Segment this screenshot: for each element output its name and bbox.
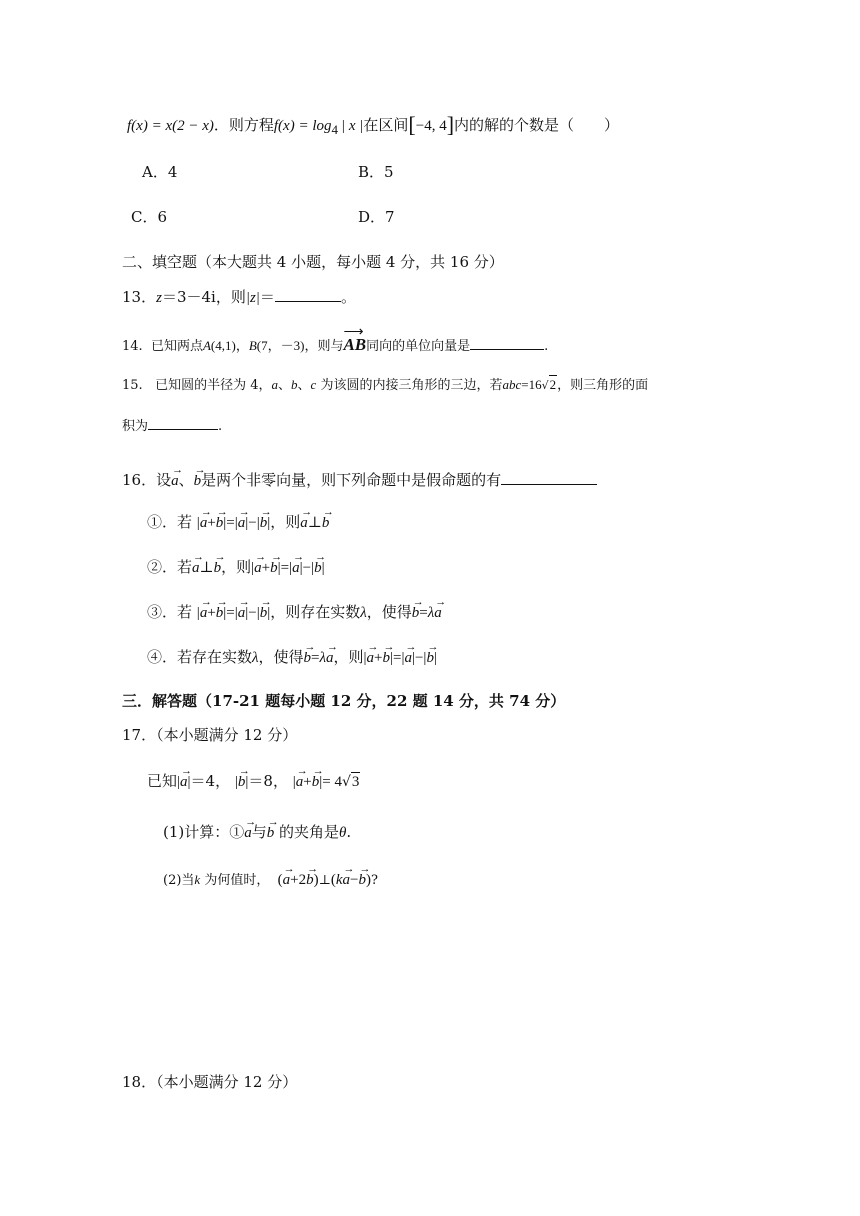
q16-item1-prefix: ①．若 — [147, 513, 193, 531]
q17-part2-end: ? — [370, 873, 378, 888]
q13-absz: |z| — [245, 290, 260, 306]
q12-text-in: 在区间 — [363, 116, 409, 134]
q16-item2-prefix: ②．若 — [147, 558, 193, 576]
q14-point-a: A — [202, 338, 211, 353]
q17-part2-a: (2)当 — [163, 873, 195, 888]
q15-c: c — [310, 377, 317, 392]
bracket-left: [ — [408, 112, 416, 137]
section3-heading: 三．解答题（17-21 题每小题 12 分，22 题 14 分，共 74 分） — [122, 692, 566, 710]
q17-title: 17．（本小题满分 12 分） — [122, 726, 298, 744]
q15-end: . — [218, 419, 223, 434]
q18-title: 18．（本小题满分 12 分） — [122, 1073, 298, 1091]
q17-part2-b: 为何值时， — [200, 873, 270, 888]
q17-part1: (1)计算：①→ a与→ b 的夹角是θ. — [163, 821, 351, 844]
lambda: λ — [360, 605, 367, 621]
f-definition: f(x) = x(2 − x) — [127, 118, 214, 134]
interval: −4, 4 — [415, 118, 447, 134]
q15-text3: ，则三角形的面 — [557, 378, 649, 393]
q16-item4-prefix: ④．若存在实数 — [147, 648, 253, 666]
q16-answer-blank[interactable] — [501, 468, 597, 485]
vector-b: → b — [194, 470, 202, 492]
q16-stem — [122, 468, 597, 492]
q17-sum-val: = 4 — [322, 774, 342, 790]
q14-a-coord: (4,1)， — [210, 338, 249, 353]
q13-eq: ＝ — [259, 288, 275, 306]
vector-a: → a — [171, 470, 179, 492]
q15-radicand: 2 — [549, 377, 557, 392]
log-base: 4 — [331, 122, 338, 137]
abs-x: | x | — [341, 118, 364, 134]
q14-text1: 已知两点 — [150, 339, 203, 354]
q13-answer-blank[interactable] — [275, 285, 341, 302]
q15-text2: 为该圆的内接三角形的三边，若 — [316, 378, 503, 393]
sqrt-icon: √ — [541, 379, 549, 392]
q15-text1: 已知圆的半径为 4， — [155, 378, 272, 393]
q14-answer-blank[interactable] — [470, 333, 544, 350]
q16-item-3: ③．若 |→ a+→ b|=|→ a|−|→ b|，则存在实数λ，使得→ b=λ→ a — [147, 601, 442, 624]
q17-part1-end: . — [346, 823, 352, 841]
q13-number: 13． — [122, 288, 157, 306]
q16-item3-prefix: ③．若 — [147, 603, 193, 621]
q16-sep: 、 — [178, 471, 194, 489]
q17-given: 已知|→ a|＝4， |→ b|＝8， |→ a+→ b|= 4√3 — [147, 770, 360, 793]
option-a: A．4 — [142, 163, 178, 181]
q15-a: a — [271, 377, 278, 392]
q17-abs-b-val: ＝8， — [248, 772, 288, 790]
option-c: C．6 — [131, 208, 168, 226]
section2-heading: 二、填空题（本大题共 4 小题，每小题 4 分，共 16 分） — [122, 253, 504, 271]
lambda: λ — [252, 650, 259, 666]
q16-item-4: ④．若存在实数λ，使得→ b=λ→ a，则|→ a+→ b|=|→ a|−|→ b| — [147, 646, 437, 669]
q16-item1-then: ，则 — [270, 513, 301, 531]
q17-given-label: 已知 — [147, 772, 178, 790]
option-d: D．7 — [358, 208, 395, 226]
q15-number: 15. — [122, 378, 143, 393]
q13-end: 。 — [340, 288, 356, 306]
q13-expr: ＝3－4i，则 — [161, 288, 246, 306]
q14-text2: 同向的单位向量是 — [366, 339, 471, 354]
q12-text-mid: ．则方程 — [213, 116, 274, 134]
q15-eq: =16 — [521, 377, 542, 392]
q16-item3-such: ，使得 — [366, 603, 412, 621]
q15-sep2: 、 — [297, 378, 311, 393]
q17-k: k — [194, 872, 201, 887]
q15-abc: abc — [502, 377, 522, 392]
bracket-right: ] — [446, 112, 455, 137]
q16-item2-then: ，则 — [221, 558, 252, 576]
q17-part2: (2)当k 为何值时， (→ a+2→ b)⊥(k→ a−→ b)? — [163, 869, 378, 892]
q16-text: 是两个非零向量，则下列命题中是假命题的有 — [201, 471, 502, 489]
q17-sqrt3: 3 — [351, 774, 360, 790]
q16-item-2: ②．若→ a⊥→ b，则|→ a+→ b|=|→ a|−|→ b| — [147, 556, 325, 579]
q16-item-1: ①．若 |→ a+→ b|=|→ a|−|→ b|，则→ a⊥→ b — [147, 511, 329, 534]
log-equation: f(x) = log — [273, 118, 332, 134]
q14-point-b: B — [248, 338, 257, 353]
q13 — [122, 285, 356, 309]
q13-z: z — [156, 290, 162, 306]
option-b: B．5 — [358, 163, 394, 181]
q15-sep1: 、 — [278, 378, 292, 393]
q12-text-end: 内的解的个数是（ ） — [454, 116, 620, 134]
vector-ab: ⟶ AB — [343, 334, 366, 356]
q14-number: 14. — [122, 339, 143, 354]
q15-b: b — [291, 377, 298, 392]
q16-item4-then: ，则 — [333, 648, 364, 666]
q17-part1-a: (1)计算：① — [163, 823, 245, 841]
q14-end: . — [544, 339, 549, 354]
q15-answer-blank[interactable] — [148, 413, 218, 430]
q14-b-coord: (7，－3)，则与 — [256, 338, 344, 353]
sqrt-icon: √ — [341, 774, 351, 790]
q16-item4-such: ，使得 — [258, 648, 304, 666]
q16-number: 16．设 — [122, 471, 172, 489]
q14 — [122, 333, 548, 358]
theta: θ — [339, 825, 347, 841]
q17-abs-a-val: ＝4， — [190, 772, 231, 790]
q15-line2 — [122, 413, 222, 438]
q12-equation-line — [127, 114, 619, 141]
q16-item3-exists: ，则存在实数 — [270, 603, 361, 621]
q17-part1-c: 的夹角是 — [274, 823, 340, 841]
q15-text4: 积为 — [122, 419, 149, 434]
q15-line1 — [122, 374, 648, 397]
q17-part1-b: 与 — [251, 823, 267, 841]
perp-symbol: ⊥ — [318, 873, 331, 888]
